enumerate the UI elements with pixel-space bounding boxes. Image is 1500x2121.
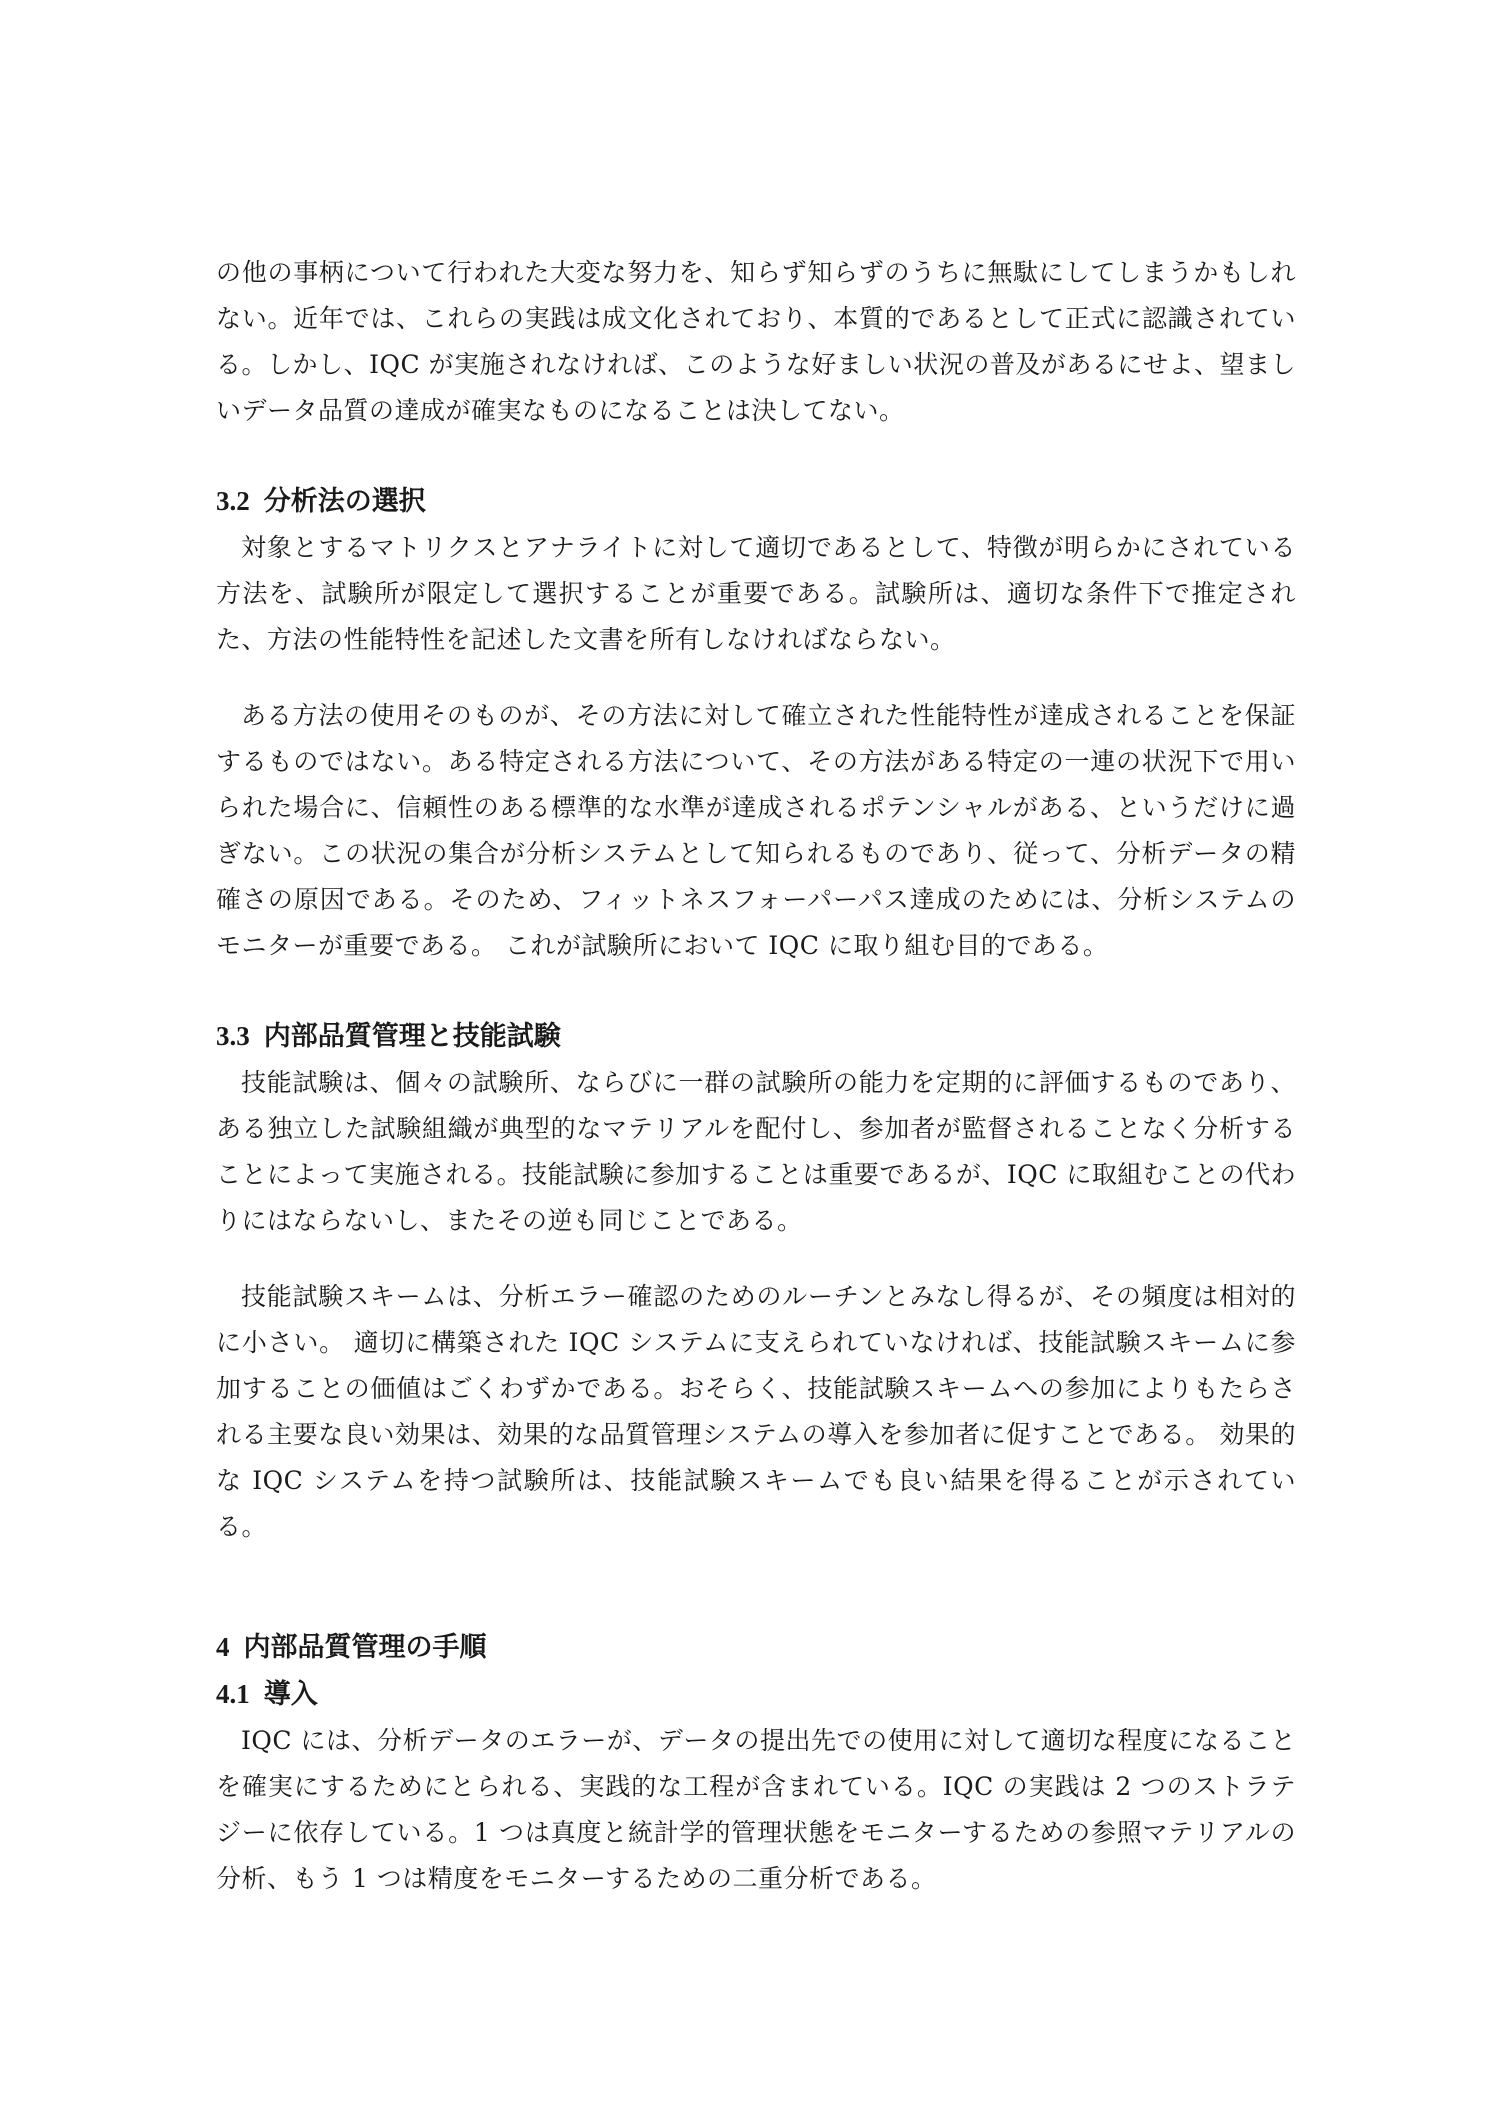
section-3-2-heading	[216, 478, 1296, 525]
section-3-3-paragraph-1: 技能試験は、個々の試験所、ならびに一群の試験所の能力を定期的に評価するものであり、ある独立した試験組織が典型的なマテリアルを配付し、参加者が監督されることなく分析することによって実施される。技能試験に参加することは重要であるが、IQC に取組むことの代わりにはならないし、またその逆も同じことである。	[216, 1068, 1296, 1235]
section-3-2-paragraph-2: ある方法の使用そのものが、その方法に対して確立された性能特性が達成されることを保証するものではない。ある特定される方法について、その方法がある特定の一連の状況下で用いられた場合に、信頼性のある標準的な水準が達成されるポテンシャルがある、というだけに過ぎない。この状況の集合が分析システムとして知られるものであり、従って、分析データの精確さの原因である。そのため、フィットネスフォーパーパス達成のためには、分析システムのモニターが重要である。 これが試験所において IQC に取り組む目的である。	[216, 701, 1296, 960]
section-3-3-heading	[216, 1013, 1296, 1060]
section-title: 導入	[263, 1679, 318, 1710]
section-3-3-paragraph-2: 技能試験スキームは、分析エラー確認のためのルーチンとみなし得るが、その頻度は相対的に小さい。 適切に構築された IQC システムに支えられていなければ、技能試験スキームに参加することの価値はごくわずかである。おそらく、技能試験スキームへの参加によりもたらされる主要な良い効果は、効果的な品質管理システムの導入を参加者に促すことである。 効果的な IQC システムを持つ試験所は、技能試験スキームでも良い結果を得ることが示されている。	[216, 1282, 1296, 1541]
section-number: 4	[216, 1632, 230, 1662]
section-title: 分析法の選択	[263, 486, 426, 517]
section-title: 内部品質管理の手順	[243, 1632, 487, 1663]
section-3-2-paragraph-1: 対象とするマトリクスとアナライトに対して適切であるとして、特徴が明らかにされている方法を、試験所が限定して選択することが重要である。試験所は、適切な条件下で推定された、方法の性能特性を記述した文書を所有しなければならない。	[216, 533, 1296, 654]
intro-paragraph: の他の事柄について行われた大変な努力を、知らず知らずのうちに無駄にしてしまうかもしれない。近年では、これらの実践は成文化されており、本質的であるとして正式に認識されている。しかし、IQC が実施されなければ、このような好ましい状況の普及があるにせよ、望ましいデータ品質の達成が確実なものになることは決してない。	[216, 258, 1296, 425]
document-page	[216, 250, 1296, 1902]
section-number: 3.2	[216, 486, 250, 516]
section-number: 4.1	[216, 1679, 250, 1709]
section-4-heading	[216, 1624, 1296, 1671]
section-number: 3.3	[216, 1021, 250, 1051]
section-title: 内部品質管理と技能試験	[263, 1021, 561, 1052]
section-4-1-heading	[216, 1671, 1296, 1718]
section-4-1-paragraph-1: IQC には、分析データのエラーが、データの提出先での使用に対して適切な程度になることを確実にするためにとられる、実践的な工程が含まれている。IQC の実践は 2 つのストラテジーに依存している。1 つは真度と統計学的管理状態をモニターするための参照マテリアルの分析、もう 1 つは精度をモニターするための二重分析である。	[216, 1726, 1296, 1893]
